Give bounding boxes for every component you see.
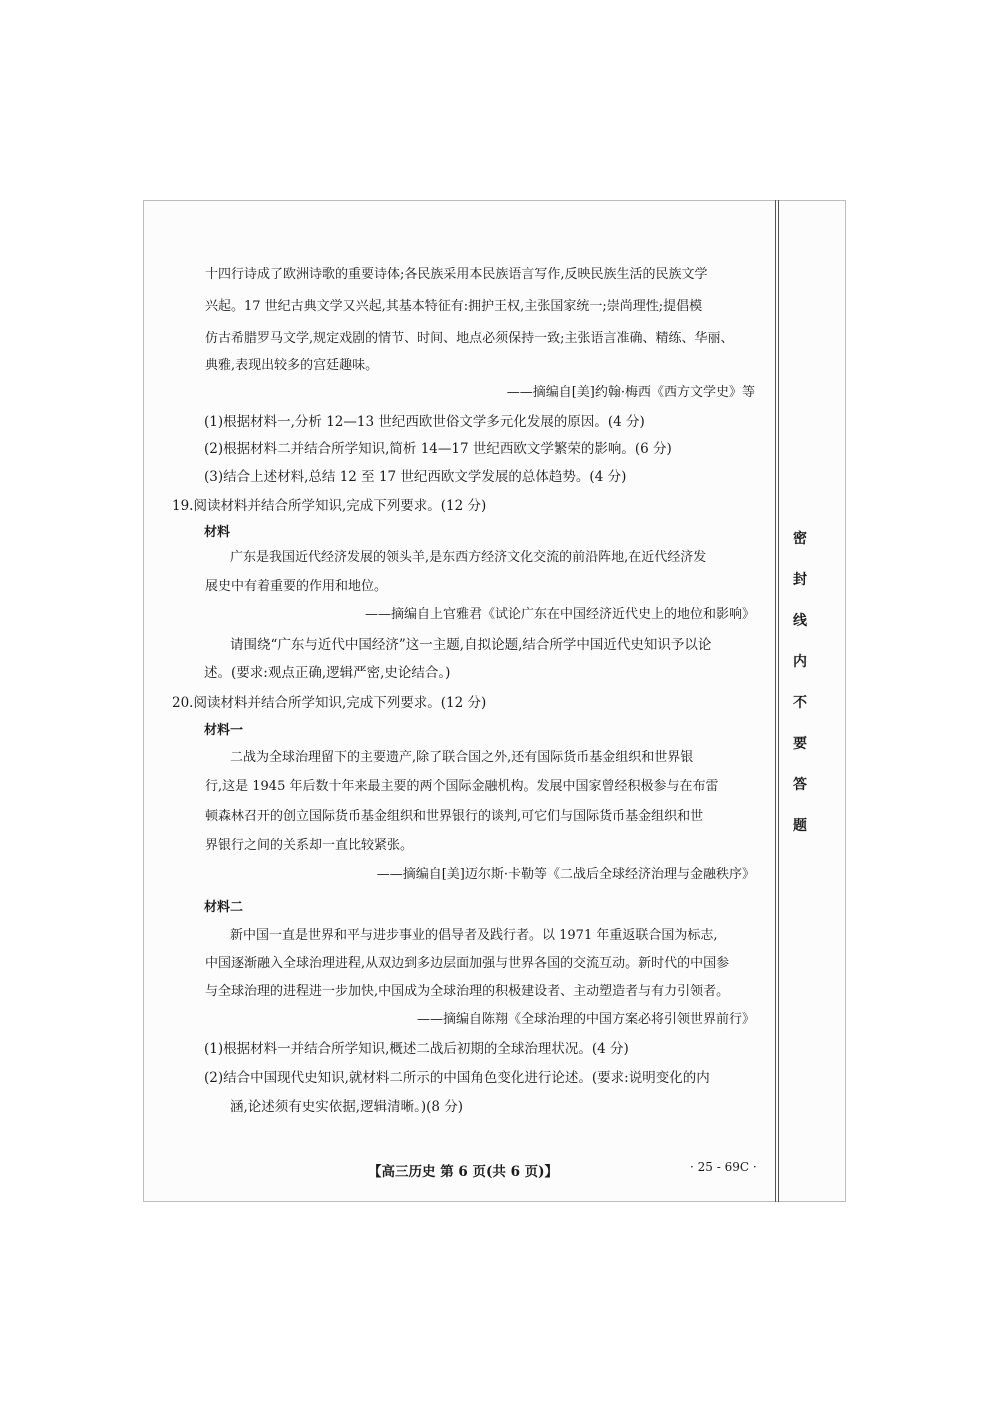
material-label: 材料二	[204, 900, 244, 915]
question-19-task: 请围绕“广东与近代中国经济”这一主题,自拟论题,结合所学中国近代史知识予以论	[230, 637, 712, 653]
material-text-line: 界银行之间的关系却一直比较紧张。	[205, 838, 414, 853]
page-footer-code: · 25 - 69C ·	[690, 1160, 757, 1174]
binding-char: 内	[793, 654, 807, 670]
binding-char: 答	[793, 777, 807, 793]
question-18-sub-1: (1)根据材料一,分析 12—13 世纪西欧世俗文学多元化发展的原因。(4 分)	[204, 414, 645, 430]
material-source: ——摘编自陈翔《全球治理的中国方案必将引领世界前行》	[416, 1012, 755, 1027]
question-20-prompt: 20.阅读材料并结合所学知识,完成下列要求。(12 分)	[172, 695, 487, 711]
question-18-sub-3: (3)结合上述材料,总结 12 至 17 世纪西欧文学发展的总体趋势。(4 分)	[204, 469, 627, 485]
material-source: ——摘编自[美]约翰·梅西《西方文学史》等	[506, 385, 755, 400]
binding-char: 封	[793, 572, 807, 588]
question-20-sub-2: (2)结合中国现代史知识,就材料二所示的中国角色变化进行论述。(要求:说明变化的内	[204, 1070, 710, 1086]
question-18-sub-2: (2)根据材料二并结合所学知识,简析 14—17 世纪西欧文学繁荣的影响。(6 分)	[204, 441, 672, 457]
binding-char: 题	[793, 818, 807, 834]
material-source: ——摘编自上官雅君《试论广东在中国经济近代史上的地位和影响》	[364, 607, 755, 622]
page-footer-label: 【高三历史 第 6 页(共 6 页)】	[368, 1164, 559, 1180]
material-text-line: 中国逐渐融入全球治理进程,从双边到多边层面加强与世界各国的交流互动。新时代的中国参	[205, 956, 730, 971]
material-text-line: 广东是我国近代经济发展的领头羊,是东西方经济文化交流的前沿阵地,在近代经济发	[230, 550, 707, 565]
material-text-line: 行,这是 1945 年后数十年来最主要的两个国际金融机构。发展中国家曾经积极参与在布雷	[205, 779, 719, 794]
question-20-sub-1: (1)根据材料一并结合所学知识,概述二战后初期的全球治理状况。(4 分)	[204, 1041, 629, 1057]
material-text-line: 新中国一直是世界和平与进步事业的倡导者及践行者。以 1971 年重返联合国为标志,	[230, 928, 718, 943]
question-19-prompt: 19.阅读材料并结合所学知识,完成下列要求。(12 分)	[172, 498, 487, 514]
question-20-sub-2-cont: 涵,论述须有史实依据,逻辑清晰。)(8 分)	[230, 1099, 464, 1115]
question-19-task: 述。(要求:观点正确,逻辑严密,史论结合。)	[204, 665, 451, 681]
binding-char: 密	[793, 531, 807, 547]
binding-char: 不	[793, 695, 807, 711]
material-text-line: 十四行诗成了欧洲诗歌的重要诗体;各民族采用本民族语言写作,反映民族生活的民族文学	[205, 267, 708, 282]
material-text-line: 与全球治理的进程进一步加快,中国成为全球治理的积极建设者、主动塑造者与有力引领者。	[205, 984, 730, 999]
material-source: ——摘编自[美]迈尔斯·卡勒等《二战后全球经济治理与金融秩序》	[376, 867, 755, 882]
material-text-line: 兴起。17 世纪古典文学又兴起,其基本特征有:拥护王权,主张国家统一;崇尚理性;提倡模	[205, 299, 703, 314]
material-label: 材料一	[204, 723, 244, 738]
binding-line-left	[775, 200, 776, 1202]
material-text-line: 展史中有着重要的作用和地位。	[205, 579, 388, 594]
material-text-line: 仿古希腊罗马文学,规定戏剧的情节、时间、地点必须保持一致;主张语言准确、精练、华丽、	[205, 331, 734, 346]
material-text-line: 顿森林召开的创立国际货币基金组织和世界银行的谈判,可它们与国际货币基金组织和世	[205, 809, 704, 824]
binding-line-right	[778, 200, 779, 1202]
material-text-line: 典雅,表现出较多的宫廷趣味。	[205, 358, 379, 373]
binding-char: 要	[793, 736, 807, 752]
material-label: 材料	[204, 525, 231, 540]
binding-char: 线	[793, 613, 807, 629]
material-text-line: 二战为全球治理留下的主要遗产,除了联合国之外,还有国际货币基金组织和世界银	[230, 750, 694, 765]
